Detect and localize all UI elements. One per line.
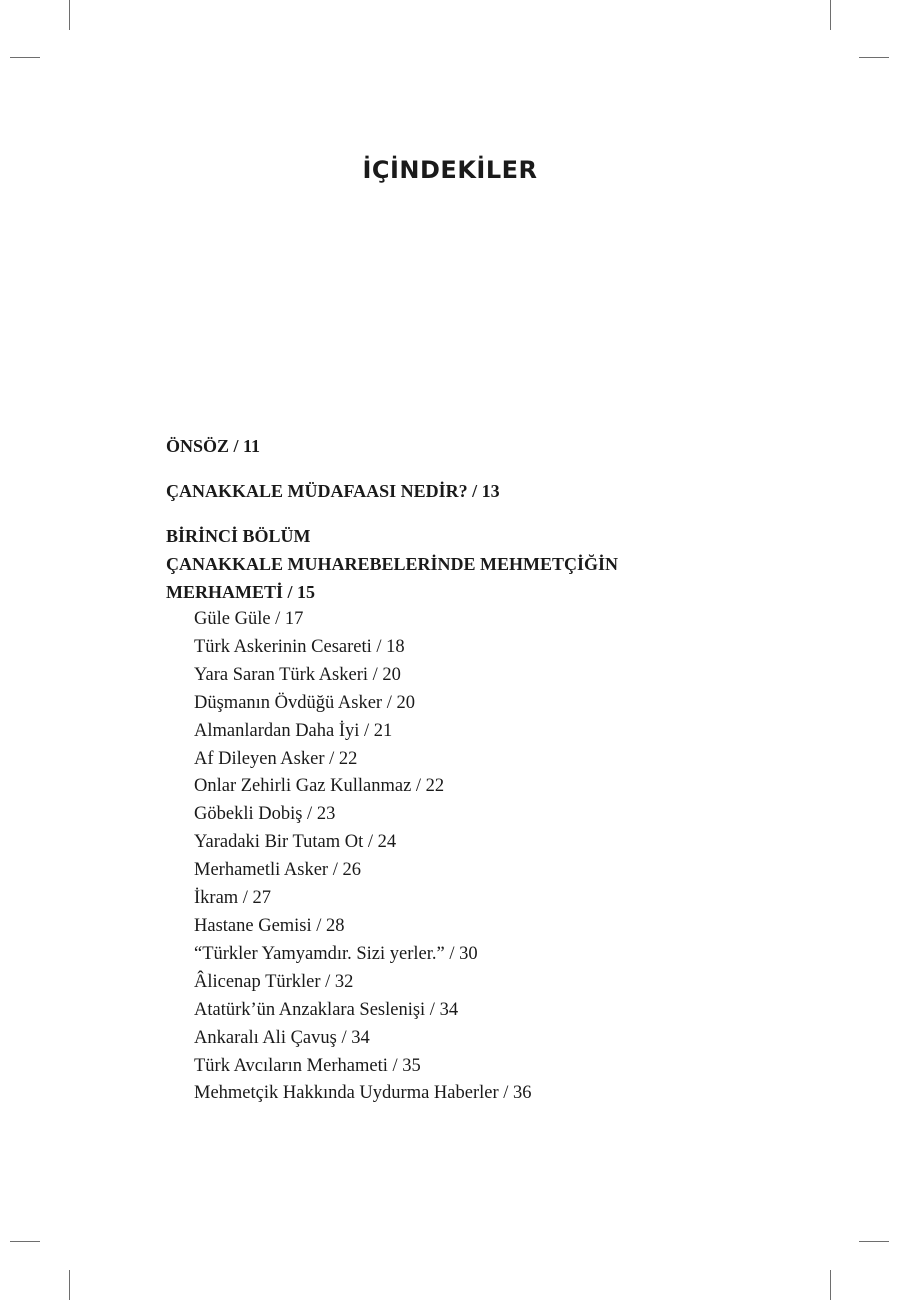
toc-entry: Yara Saran Türk Askeri / 20 [194, 664, 401, 685]
toc-entry: Düşmanın Övdüğü Asker / 20 [194, 692, 415, 713]
crop-mark-bottom-left [69, 1270, 70, 1300]
toc-entry: Ankaralı Ali Çavuş / 34 [194, 1027, 370, 1048]
toc-entry: Merhametli Asker / 26 [194, 860, 361, 881]
toc-entry: Af Dileyen Asker / 22 [194, 748, 358, 769]
crop-mark-bottom-right [830, 1270, 831, 1300]
toc-section-label: BİRİNCİ BÖLÜM [166, 526, 311, 546]
toc-section-title-line1: ÇANAKKALE MUHAREBELERİNDE MEHMETÇİĞİN [166, 554, 619, 574]
crop-mark-left-top [10, 57, 40, 58]
crop-mark-left-bottom [10, 1241, 40, 1242]
toc-canakkale-mudafaasi: ÇANAKKALE MÜDAFAASI NEDİR? / 13 [166, 481, 500, 501]
toc-entry: Onlar Zehirli Gaz Kullanmaz / 22 [194, 776, 445, 797]
toc-entry: Güle Güle / 17 [194, 609, 304, 629]
toc-entry: Almanlardan Daha İyi / 21 [194, 720, 393, 741]
crop-mark-right-top [859, 57, 889, 58]
toc-entry: Âlicenap Türkler / 32 [194, 971, 354, 992]
crop-mark-top-right [830, 0, 831, 30]
page-title: İÇİNDEKİLER [362, 156, 538, 184]
crop-mark-top-left [69, 0, 70, 30]
toc-entry-list [166, 606, 806, 1108]
crop-mark-right-bottom [859, 1241, 889, 1242]
toc-entry: Hastane Gemisi / 28 [194, 915, 345, 936]
table-of-contents [166, 432, 806, 1108]
toc-entry: Türk Askerinin Cesareti / 18 [194, 636, 405, 657]
toc-entry: Türk Avcıların Merhameti / 35 [194, 1055, 421, 1076]
toc-section-title-line2: MERHAMETİ / 15 [166, 582, 316, 602]
toc-entry: Mehmetçik Hakkında Uydurma Haberler / 36 [194, 1083, 532, 1104]
toc-entry: Atatürk’ün Anzaklara Seslenişi / 34 [194, 999, 459, 1020]
toc-entry: “Türkler Yamyamdır. Sizi yerler.” / 30 [194, 943, 478, 964]
toc-entry: Göbekli Dobiş / 23 [194, 804, 336, 825]
toc-onsoz: ÖNSÖZ / 11 [166, 436, 261, 456]
toc-entry: Yaradaki Bir Tutam Ot / 24 [194, 832, 397, 853]
toc-entry: İkram / 27 [194, 888, 272, 909]
